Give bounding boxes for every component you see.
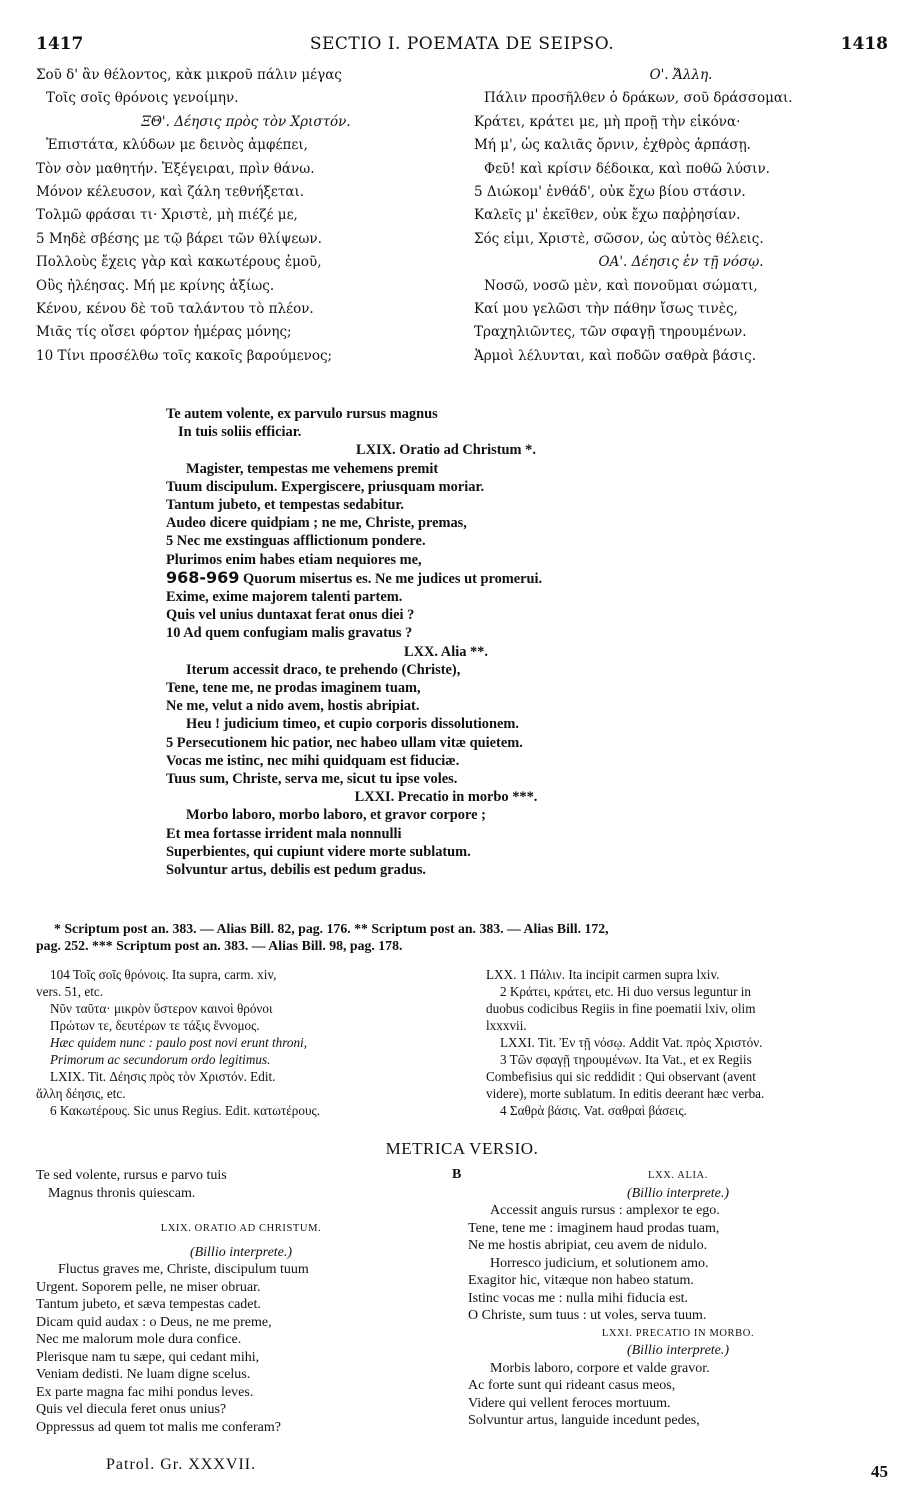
latin-line: Exime, exime majorem talenti partem. — [166, 589, 403, 606]
greek-column-left — [36, 64, 456, 368]
greek-line: Κένου, κένου δὲ τοῦ ταλάντου τὸ πλέον. — [36, 301, 314, 318]
metrical-version-left — [36, 1167, 446, 1436]
latin-line: Heu ! judicium timeo, et cupio corporis dissolutionem. — [186, 716, 519, 733]
verse-line: Magnus thronis quiescam. — [48, 1185, 196, 1201]
verse-line: Istinc vocas me : nulla mihi fiducia est. — [468, 1290, 689, 1306]
latin-line: Plurimos enim habes etiam nequiores me, — [166, 551, 422, 568]
greek-line: Τραχηλιῶντες, τῶν σφαγῇ τηρουμένων. — [474, 324, 747, 341]
verse-line: Oppressus ad quem tot malis me conferam? — [36, 1419, 281, 1435]
poem-title-69-latin: LXIX. Oratio ad Christum *. — [356, 442, 536, 459]
latin-line: Vocas me istinc, nec mihi quidquam est fiduciæ. — [166, 752, 460, 769]
latin-line: Tuus sum, Christe, serva me, sicut tu ipse voles. — [166, 771, 458, 788]
note-line: Combefisius qui sic reddidit : Qui observant (avent — [486, 1069, 756, 1084]
footnote-line: * Scriptum post an. 383. — Alias Bill. 82, pag. 176. ** Scriptum post an. 383. — Alias Bill. 172, — [54, 921, 609, 936]
note-line: 6 Κακωτέρους. Sic unus Regius. Edit. κατωτέρους. — [50, 1103, 321, 1118]
greek-line: Σός εἰμι, Χριστὲ, σῶσον, ὡς αὐτὸς θέλεις. — [474, 230, 764, 247]
poem-title-70-latin: LXX. Alia **. — [404, 643, 488, 660]
greek-line: Νοσῶ, νοσῶ μὲν, καὶ πονοῦμαι σώματι, — [484, 277, 758, 294]
latin-line: 5 Persecutionem hic patior, nec habeo ullam vitæ quietem. — [166, 734, 523, 751]
note-line: 2 Κράτει, κράτει, etc. Hi duo versus leguntur in — [500, 984, 752, 999]
verse-line: Ne me hostis abripiat, ceu avem de nidulo. — [468, 1238, 708, 1253]
greek-line: Φεῦ! καὶ κρίσιν δέδοικα, καὶ ποθῶ λύσιν. — [484, 160, 770, 177]
verse-line: Fluctus graves me, Christe, discipulum tuum — [58, 1262, 309, 1277]
note-line: Primorum ac secundorum ordo legitimus. — [50, 1052, 271, 1067]
greek-line: Τολμῶ φράσαι τι· Χριστὲ, μὴ πιέζέ με, — [36, 207, 298, 224]
greek-line: Τὸν σὸν μαθητήν. Ἐξέγειραι, πρὶν θάνω. — [36, 160, 315, 177]
greek-line: Καί μου γελῶσι τὴν πάθην ἴσως τινὲς, — [474, 301, 738, 318]
greek-line: Μή μ', ὡς καλιᾶς ὄρνιν, ἐχθρὸς ἁρπάσῃ. — [474, 137, 751, 154]
greek-line: Μόνον κέλευσον, καὶ ζάλη τεθνήξεται. — [36, 184, 305, 201]
latin-line: Ne me, velut a nido avem, hostis abripiat. — [166, 698, 420, 715]
latin-line: Superbientes, qui cupiunt videre morte sublatum. — [166, 843, 471, 860]
latin-line: Magister, tempestas me vehemens premit — [186, 460, 439, 477]
latin-prose-translation — [166, 405, 726, 879]
latin-line: Tene, tene me, ne prodas imaginem tuam, — [166, 680, 421, 697]
verse-title-71: LXXI. PRECATIO IN MORBO. — [601, 1327, 755, 1339]
interpreter-credit: (Billio interprete.) — [626, 1185, 730, 1201]
note-line: Hæc quidem nunc : paulo post novi erunt throni, — [50, 1035, 308, 1050]
verse-line: Veniam dedisti. Ne luam digne scelus. — [36, 1367, 251, 1382]
verse-line: Horresco judicium, et solutionem amo. — [490, 1255, 709, 1271]
greek-line: Μιᾶς τίς οἴσει φόρτον ἡμέρας μόνης; — [36, 324, 292, 341]
footnote-dates — [36, 920, 888, 954]
verse-line: Solvuntur artus, languide incedunt pedes, — [468, 1413, 700, 1428]
verse-line: Nec me malorum mole dura confice. — [36, 1332, 242, 1347]
latin-line: Solvuntur artus, debilis est pedum gradus. — [166, 862, 427, 879]
latin-line: Te autem volente, ex parvulo rursus magnus — [166, 406, 438, 422]
verse-line: O Christe, sum tuus : ut voles, serva tuum. — [468, 1308, 707, 1323]
verse-line: Videre qui vellent feroces mortuum. — [468, 1395, 671, 1411]
note-line: LXIX. Tit. Δέησις πρὸς τὸν Χριστόν. Edit. — [50, 1069, 276, 1084]
greek-column-right — [474, 64, 888, 368]
note-line: LXXI. Tit. Ἐν τῇ νόσῳ. Addit Vat. πρὸς Χριστόν. — [500, 1035, 763, 1050]
verse-line: Exagitor hic, vitæque non habeo statum. — [468, 1273, 694, 1288]
section-title: SECTIO I. POEMATA DE SEIPSO. — [309, 34, 615, 54]
latin-line: Morbo laboro, morbo laboro, et gravor corpore ; — [186, 807, 486, 824]
critical-notes-right — [486, 966, 886, 1119]
verse-line: Plerisque nam tu sæpe, qui cedant mihi, — [36, 1349, 260, 1365]
latin-line: Iterum accessit draco, te prehendo (Christe), — [186, 661, 461, 678]
verse-line: Accessit anguis rursus : amplexor te ego. — [490, 1203, 720, 1218]
greek-line: 5 Μηδὲ σβέσης με τῷ βάρει τῶν θλίψεων. — [36, 230, 322, 247]
latin-line: 5 Nec me exstinguas afflictionum pondere. — [166, 533, 426, 550]
latin-line: In tuis soliis efficiar. — [178, 424, 302, 441]
metrica-versio-heading: METRICA VERSIO. — [385, 1139, 539, 1158]
verse-line: Morbis laboro, corpore et valde gravor. — [490, 1360, 710, 1376]
poem-title-71-latin: LXXI. Precatio in morbo ***. — [354, 789, 538, 806]
verse-line: Dicam quid audax : o Deus, ne me preme, — [36, 1314, 272, 1330]
right-page-number: 1418 — [840, 34, 888, 54]
greek-line: Τοῖς σοῖς θρόνοις γενοίμην. — [46, 90, 239, 107]
note-line: LXX. 1 Πάλιν. Ita incipit carmen supra lxiv. — [486, 967, 720, 982]
verse-line: Tene, tene me : imaginem haud prodas tuam, — [468, 1220, 720, 1236]
column-marker-b: B — [452, 1167, 462, 1182]
left-page-number: 1417 — [36, 34, 84, 54]
interpreter-credit: (Billio interprete.) — [189, 1244, 293, 1260]
verse-title-69: LXIX. ORATIO AD CHRISTUM. — [160, 1223, 322, 1234]
latin-line: Tantum jubeto, et tempestas sedabitur. — [166, 497, 404, 514]
latin-line: Audeo dicere quidpiam ; ne me, Christe, premas, — [166, 515, 467, 532]
greek-line: Πολλοὺς ἔχεις γὰρ καὶ κακωτέρους ἐμοῦ, — [36, 254, 322, 271]
greek-line: Σοῦ δ' ἂν θέλοντος, κὰκ μικροῦ πάλιν μέγας — [36, 67, 342, 83]
poem-title-71-greek: ΟΑ'. Δέησις ἐν τῇ νόσῳ. — [598, 254, 764, 271]
latin-line: Quis vel unius duntaxat ferat onus diei ? — [166, 607, 415, 624]
verse-line: Urgent. Soporem pelle, ne miser obruar. — [36, 1279, 261, 1295]
note-line: Πρώτων τε, δευτέρων τε τάξις ἔννομος. — [50, 1018, 260, 1033]
footnote-line: pag. 252. *** Scriptum post an. 383. — Alias Bill. 98, pag. 178. — [36, 938, 403, 953]
verse-line: Ex parte magna fac mihi pondus leves. — [36, 1384, 254, 1400]
note-line: Νῦν ταῦτα· μικρὸν ὕστερον καινοὶ θρόνοι — [50, 1001, 273, 1016]
note-line: lxxxvii. — [486, 1018, 527, 1033]
volume-signature: Patrol. Gr. XXXVII. — [106, 1456, 257, 1473]
latin-line: Et mea fortasse irrident mala nonnulli — [166, 825, 402, 842]
note-line: vers. 51, etc. — [36, 984, 104, 999]
column-numbers: 968-969 — [166, 567, 240, 587]
greek-line: Ἁρμοὶ λέλυνται, καὶ ποδῶν σαθρὰ βάσις. — [474, 347, 757, 364]
latin-line: 10 Ad quem confugiam malis gravatus ? — [166, 625, 413, 642]
greek-line: Καλεῖς μ' ἐκεῖθεν, οὐκ ἔχω παῤῥησίαν. — [474, 207, 741, 224]
note-line: videre), morte sublatum. In editis deerant hæc verba. — [486, 1086, 765, 1101]
note-line: 3 Τῶν σφαγῇ τηρουμένων. Ita Vat., et ex Regiis — [500, 1052, 752, 1067]
verse-line: Te sed volente, rursus e parvo tuis — [36, 1168, 227, 1183]
note-line: ἄλλη δέησις, etc. — [36, 1086, 126, 1101]
interpreter-credit: (Billio interprete.) — [626, 1343, 730, 1358]
verse-line: Quis vel diecula feret onus unius? — [36, 1402, 227, 1417]
note-line: duobus codicibus Regiis in fine poematii lxiv, olim — [486, 1001, 756, 1016]
note-line: 104 Τοῖς σοῖς θρόνοις. Ita supra, carm. xiv, — [50, 967, 277, 982]
greek-line: 10 Τίνι προσέλθω τοῖς κακοῖς βαρούμενος; — [36, 347, 333, 364]
greek-line: Κράτει, κράτει με, μὴ προῇ τὴν εἰκόνα· — [474, 113, 741, 130]
note-line: 4 Σαθρὰ βάσις. Vat. σαθραὶ βάσεις. — [500, 1103, 687, 1118]
greek-line: 5 Διώκομ' ἐνθάδ', οὐκ ἔχω βίου στάσιν. — [474, 184, 746, 201]
verse-line: Ac forte sunt qui rideant casus meos, — [468, 1378, 676, 1393]
metrical-version-right — [468, 1167, 888, 1430]
critical-notes-left — [36, 966, 446, 1119]
verse-title-70: LXX. ALIA. — [648, 1170, 708, 1181]
sheet-number: 45 — [871, 1462, 888, 1481]
verse-line: Tantum jubeto, et sæva tempestas cadet. — [36, 1297, 261, 1312]
latin-line: 968-969 Quorum misertus es. Ne me judices ut promerui. — [166, 567, 543, 587]
poem-title-69-greek: ΞΘ'. Δέησις πρὸς τὸν Χριστόν. — [141, 113, 351, 130]
poem-title-70-greek: Ο'. Ἄλλη. — [649, 67, 713, 83]
latin-line: Tuum discipulum. Expergiscere, priusquam moriar. — [166, 478, 485, 495]
running-header — [36, 34, 888, 58]
greek-line: Ἐπιστάτα, κλύδων με δεινὸς ἀμφέπει, — [46, 137, 308, 154]
greek-line: Οὓς ἠλέησας. Μή με κρίνης ἀξίως. — [36, 277, 275, 294]
greek-line: Πάλιν προσῆλθεν ὁ δράκων, σοῦ δράσσομαι. — [484, 90, 793, 107]
